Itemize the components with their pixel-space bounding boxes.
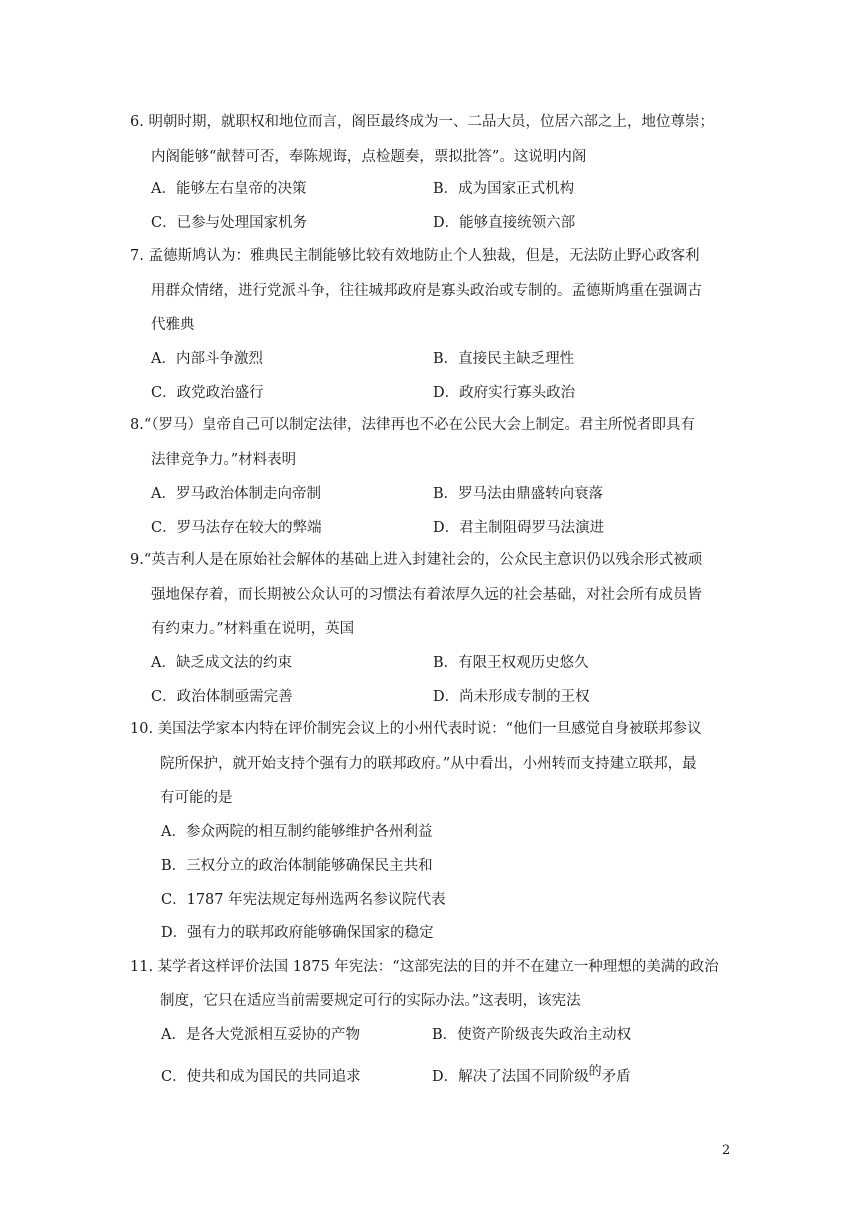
q7-stem-line-2: 用群众情绪，进行党派斗争，往往城邦政府是寡头政治或专制的。孟德斯鸠重在强调古 <box>151 283 702 299</box>
q9-stem-line-1: 9.“英吉利人是在原始社会解体的基础上进入封建社会的，公众民主意识仍以残余形式被顽 <box>130 552 703 568</box>
q10-option-a: A．参众两院的相互制约能够维护各州利益 <box>161 824 433 840</box>
q11-option-d-tail: 矛盾 <box>601 1069 631 1085</box>
page-number: 2 <box>722 1143 731 1158</box>
q10-option-c: C．1787 年宪法规定每州选两名参议院代表 <box>161 892 446 908</box>
q6-option-b: B．成为国家正式机构 <box>433 181 575 197</box>
q11-option-d-superscript: 的 <box>588 1064 602 1079</box>
q8-stem-line-2: 法律竞争力。”材料表明 <box>151 452 297 468</box>
q6-stem-line-2: 内阁能够“献替可否，奉陈规诲，点检题奏，票拟批答”。这说明内阁 <box>151 149 587 165</box>
q8-stem-line-1: 8.“（罗马）皇帝自己可以制定法律，法律再也不必在公民大会上制定。君主所悦者即具有 <box>130 417 695 433</box>
q8-option-d: D．君主制阻碍罗马法演进 <box>433 520 605 536</box>
q7-option-d: D．政府实行寡头政治 <box>433 385 576 401</box>
q7-option-b: B．直接民主缺乏理性 <box>433 351 575 367</box>
q10-option-b: B．三权分立的政治体制能够确保民主共和 <box>161 858 433 874</box>
q9-stem-line-3: 有约束力。”材料重在说明，英国 <box>151 621 355 637</box>
q10-stem-line-3: 有可能的是 <box>160 790 233 806</box>
q10-stem-line-2: 院所保护，就开始支持个强有力的联邦政府。”从中看出，小州转而支持建立联邦，最 <box>160 756 697 772</box>
q7-stem-line-3: 代雅典 <box>151 317 195 333</box>
q9-option-c: C．政治体制亟需完善 <box>151 689 293 705</box>
q11-stem-line-1: 11. 某学者这样评价法国 1875 年宪法：“这部宪法的目的并不在建立一种理想的美满的政治 <box>130 959 719 975</box>
q8-option-a: A．罗马政治体制走向帝制 <box>151 486 321 502</box>
q8-option-c: C．罗马法存在较大的弊端 <box>151 520 322 536</box>
q11-option-a: A．是各大党派相互妥协的产物 <box>161 1027 360 1043</box>
q9-option-d: D．尚未形成专制的王权 <box>433 689 590 705</box>
q7-option-a: A．内部斗争激烈 <box>151 351 263 367</box>
q6-stem-line-1: 6. 明朝时期，就职权和地位而言，阁臣最终成为一、二品大员，位居六部之上，地位尊崇； <box>130 114 714 130</box>
q11-option-c: C．使共和成为国民的共同追求 <box>161 1069 361 1085</box>
q7-stem-line-1: 7. 孟德斯鸠认为：雅典民主制能够比较有效地防止个人独裁，但是，无法防止野心政客利 <box>130 248 700 264</box>
q11-option-d-text: D．解决了法国不同阶级 <box>432 1069 589 1085</box>
q6-option-c: C．已参与处理国家机务 <box>151 215 308 231</box>
q7-option-c: C．政党政治盛行 <box>151 385 264 401</box>
q6-option-a: A．能够左右皇帝的决策 <box>151 181 307 197</box>
q9-option-a: A．缺乏成文法的约束 <box>151 655 292 671</box>
q10-option-d: D．强有力的联邦政府能够确保国家的稳定 <box>161 925 434 941</box>
q6-option-d: D．能够直接统领六部 <box>433 215 576 231</box>
q8-option-b: B．罗马法由鼎盛转向衰落 <box>433 486 604 502</box>
q9-option-b: B．有限王权观历史悠久 <box>433 655 589 671</box>
q11-stem-line-2: 制度，它只在适应当前需要规定可行的实际办法。”这表明，该宪法 <box>160 993 581 1009</box>
q11-option-d <box>432 1066 631 1089</box>
q10-stem-line-1: 10. 美国法学家本内特在评价制宪会议上的小州代表时说：“他们一旦感觉自身被联邦参议 <box>130 721 702 737</box>
q9-stem-line-2: 强地保存着，而长期被公众认可的习惯法有着浓厚久远的社会基础，对社会所有成员皆 <box>151 587 702 603</box>
q11-option-b: B．使资产阶级丧失政治主动权 <box>432 1027 632 1043</box>
